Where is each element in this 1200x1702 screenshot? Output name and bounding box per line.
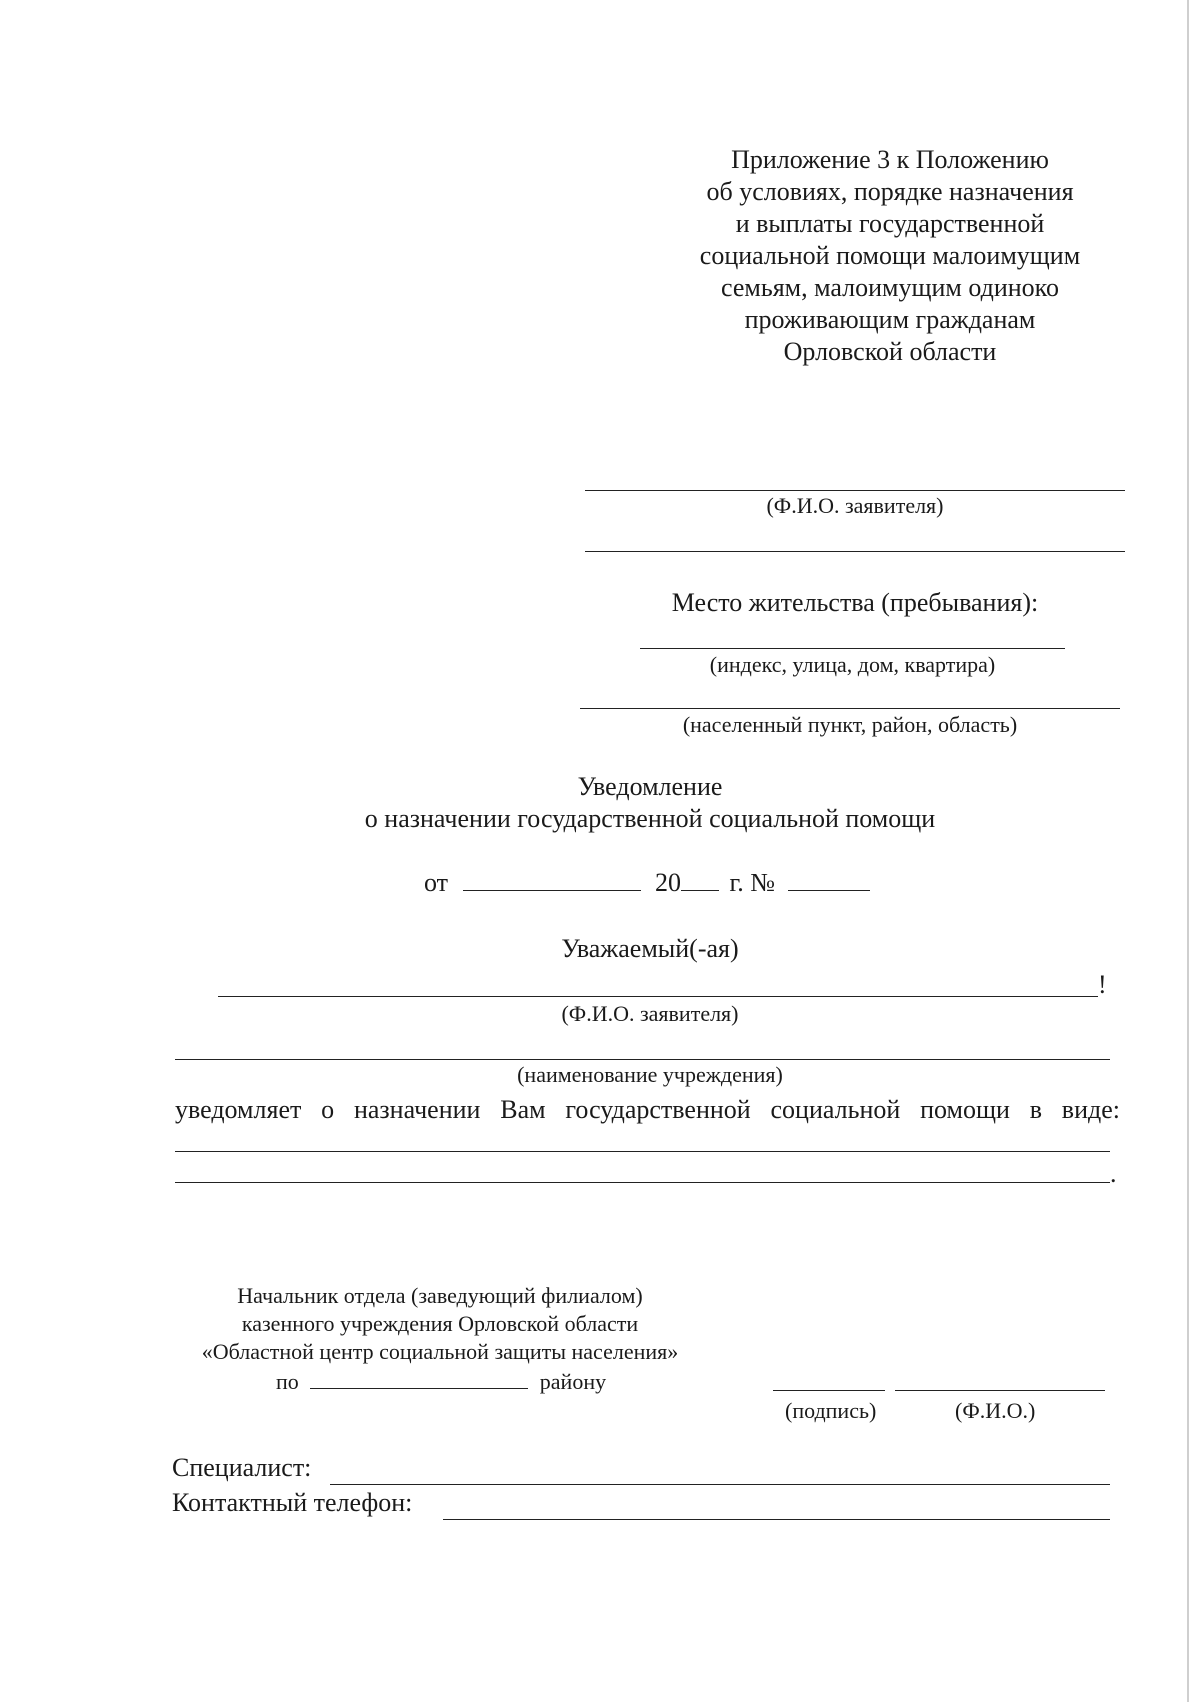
locality-caption: (населенный пункт, район, область): [682, 712, 1018, 737]
institution-line[interactable]: [175, 1059, 1110, 1060]
date-prefix: от: [424, 868, 449, 897]
phone-field[interactable]: [443, 1519, 1110, 1520]
signatory-position: [160, 1282, 720, 1366]
district-field[interactable]: [310, 1370, 528, 1389]
appendix-line: об условиях, порядке назначения: [706, 177, 1074, 206]
signatory-fio-caption: (Ф.И.О.): [955, 1398, 1036, 1423]
end-period: .: [1110, 1159, 1117, 1188]
assistance-type-line-1[interactable]: [175, 1151, 1110, 1152]
applicant-fio-line-2[interactable]: [585, 551, 1125, 552]
appendix-line: проживающим гражданам: [744, 305, 1036, 334]
address-caption: (индекс, улица, дом, квартира): [709, 652, 996, 677]
signature-caption: (подпись): [785, 1398, 877, 1423]
position-line: казенного учреждения Орловской области: [241, 1311, 639, 1336]
appendix-header: [640, 144, 1140, 368]
specialist-label: Специалист:: [172, 1453, 312, 1482]
signature-line[interactable]: [773, 1390, 885, 1391]
number-field[interactable]: [788, 868, 870, 891]
address-line[interactable]: [640, 648, 1065, 649]
year-prefix: 20: [655, 868, 682, 897]
appendix-line: социальной помощи малоимущим: [699, 241, 1081, 270]
district-prefix: по: [276, 1369, 299, 1394]
appendix-line: семьям, малоимущим одиноко: [720, 273, 1059, 302]
notice-date-row: [424, 867, 924, 899]
greeting: Уважаемый(-ая): [561, 934, 739, 963]
signatory-fio-line[interactable]: [895, 1390, 1105, 1391]
number-prefix: г. №: [729, 868, 776, 897]
institution-caption: (наименование учреждения): [517, 1062, 783, 1087]
notice-body-text: уведомляет о назначении Вам государственной социальной помощи в виде:: [175, 1095, 1120, 1124]
position-line: «Областной центр социальной защиты населения»: [201, 1339, 679, 1364]
appendix-line: и выплаты государственной: [735, 209, 1045, 238]
exclamation-mark: !: [1098, 970, 1107, 999]
year-field[interactable]: [681, 868, 719, 891]
date-field[interactable]: [463, 868, 641, 891]
locality-line[interactable]: [580, 708, 1120, 709]
notice-subtitle: о назначении государственной социальной помощи: [364, 804, 936, 833]
district-suffix: району: [539, 1369, 607, 1394]
recipient-fio-caption: (Ф.И.О. заявителя): [561, 1001, 739, 1026]
applicant-fio-caption: (Ф.И.О. заявителя): [766, 493, 944, 518]
specialist-field[interactable]: [330, 1484, 1110, 1485]
district-row: [276, 1368, 676, 1396]
recipient-fio-line[interactable]: [218, 996, 1098, 997]
appendix-line: Приложение 3 к Положению: [731, 145, 1049, 174]
phone-label: Контактный телефон:: [172, 1488, 413, 1517]
appendix-line: Орловской области: [783, 337, 997, 366]
position-line: Начальник отдела (заведующий филиалом): [237, 1283, 643, 1308]
scan-edge: [1187, 0, 1189, 1702]
notice-title: Уведомление: [577, 772, 723, 801]
assistance-type-line-2[interactable]: [175, 1182, 1110, 1183]
applicant-fio-line[interactable]: [585, 490, 1125, 491]
residence-label: Место жительства (пребывания):: [671, 588, 1039, 617]
